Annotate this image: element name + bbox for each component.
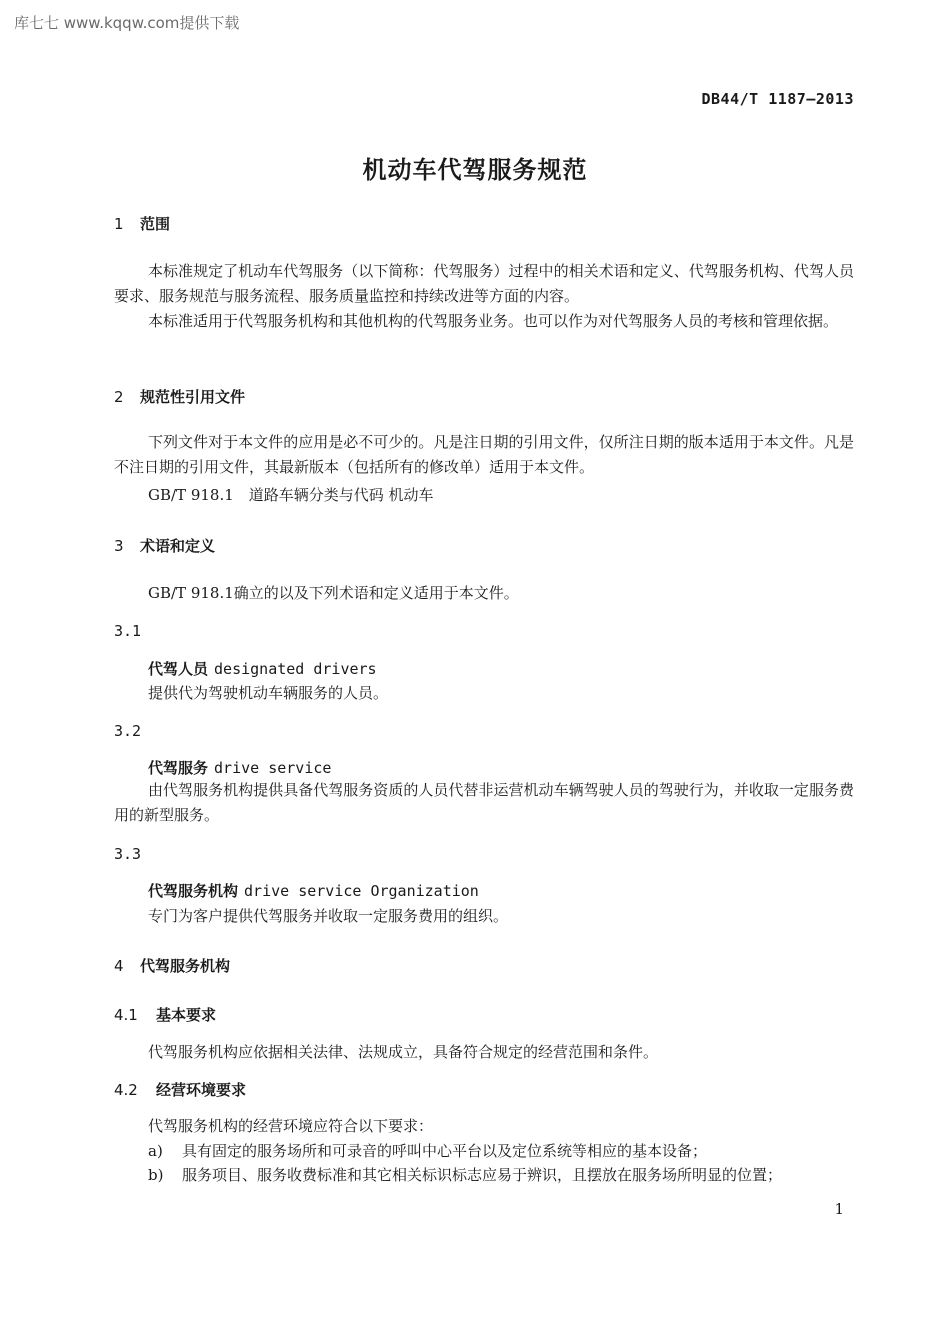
term-english: designated drivers <box>214 660 377 678</box>
section-4-2-intro: 代驾服务机构的经营环境应符合以下要求： <box>148 1117 434 1135</box>
section-3-intro: GB/T 918.1确立的以及下列术语和定义适用于本文件。 <box>148 584 519 602</box>
section-number: 4 <box>114 957 124 975</box>
list-text: 具有固定的服务场所和可录音的呼叫中心平台以及定位系统等相应的基本设备； <box>182 1142 708 1160</box>
list-item <box>148 1164 782 1185</box>
section-number: 4.2 <box>114 1081 138 1099</box>
term-3-2-definition: 由代驾服务机构提供具备代驾服务资质的人员代替非运营机动车辆驾驶人员的驾驶行为，并收取一定服务费用的新型服务。 <box>114 781 854 824</box>
section-4-1-paragraph: 代驾服务机构应依据相关法律、法规成立，具备符合规定的经营范围和条件。 <box>148 1043 659 1061</box>
term-english: drive service Organization <box>244 882 479 900</box>
section-1-paragraph-2: 本标准适用于代驾服务机构和其他机构的代驾服务业务。也可以作为对代驾服务人员的考核和管理依据。 <box>148 312 839 330</box>
term-3-1-number: 3.1 <box>114 622 142 640</box>
section-number: 2 <box>114 388 124 406</box>
list-item <box>148 1140 707 1161</box>
document-title: 机动车代驾服务规范 <box>362 156 588 184</box>
normative-reference: GB/T 918.1 道路车辆分类与代码 机动车 <box>148 486 434 504</box>
section-number: 3 <box>114 537 124 555</box>
term-3-1 <box>148 658 377 679</box>
section-title: 经营环境要求 <box>156 1081 247 1099</box>
term-3-3-number: 3.3 <box>114 845 142 863</box>
term-3-1-definition: 提供代为驾驶机动车辆服务的人员。 <box>148 684 389 702</box>
section-4-heading <box>114 955 230 976</box>
section-4-1-heading <box>114 1004 216 1025</box>
term-chinese: 代驾人员 <box>148 660 209 678</box>
section-2-heading <box>114 386 245 407</box>
section-title: 代驾服务机构 <box>140 957 231 975</box>
term-3-2 <box>148 757 331 778</box>
document-code: DB44/T 1187—2013 <box>701 90 854 108</box>
term-3-2-number: 3.2 <box>114 722 142 740</box>
section-title: 规范性引用文件 <box>140 388 246 406</box>
list-marker: a) <box>148 1142 163 1160</box>
section-3-heading <box>114 535 215 556</box>
section-number: 4.1 <box>114 1006 138 1024</box>
watermark-text: 库七七 www.kqqw.com提供下载 <box>14 14 240 32</box>
section-title: 术语和定义 <box>140 537 216 555</box>
section-title: 范围 <box>140 215 171 233</box>
section-2-paragraph-1: 下列文件对于本文件的应用是必不可少的。凡是注日期的引用文件，仅所注日期的版本适用于本文件。凡是不注日期的引用文件，其最新版本（包括所有的修改单）适用于本文件。 <box>114 433 854 476</box>
term-chinese: 代驾服务 <box>148 759 209 777</box>
term-3-3-definition: 专门为客户提供代驾服务并收取一定服务费用的组织。 <box>148 907 509 925</box>
section-4-2-heading <box>114 1079 246 1100</box>
term-chinese: 代驾服务机构 <box>148 882 239 900</box>
section-number: 1 <box>114 215 124 233</box>
section-1-paragraph-1: 本标准规定了机动车代驾服务（以下简称：代驾服务）过程中的相关术语和定义、代驾服务机构、代驾人员要求、服务规范与服务流程、服务质量监控和持续改进等方面的内容。 <box>114 262 854 305</box>
list-text: 服务项目、服务收费标准和其它相关标识标志应易于辨识，且摆放在服务场所明显的位置； <box>182 1166 783 1184</box>
section-1-heading <box>114 213 170 234</box>
list-marker: b) <box>148 1166 164 1184</box>
term-english: drive service <box>214 759 332 777</box>
term-3-3 <box>148 880 479 901</box>
section-title: 基本要求 <box>156 1006 217 1024</box>
page-number: 1 <box>834 1200 844 1218</box>
